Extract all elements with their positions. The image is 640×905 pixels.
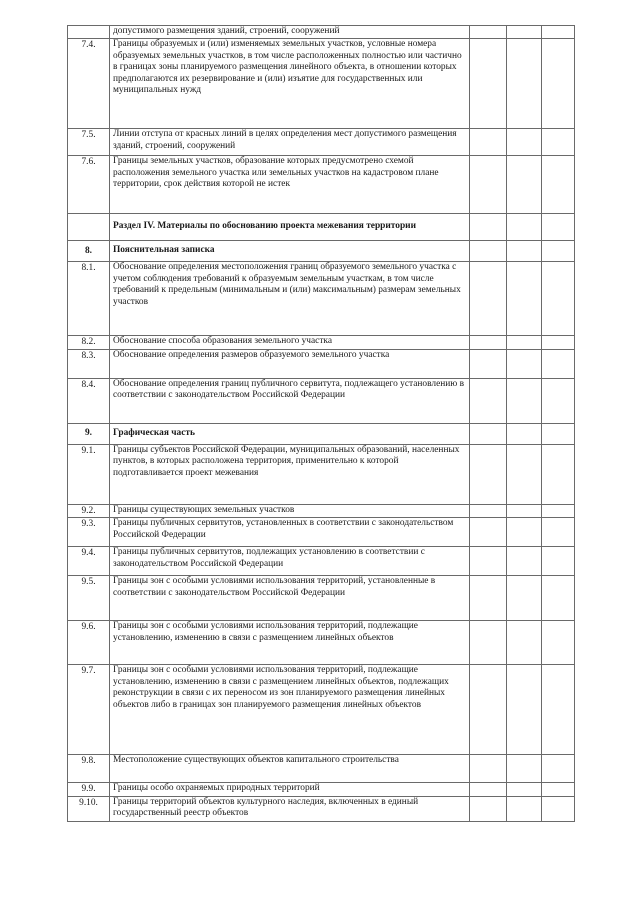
empty-cell	[507, 349, 542, 378]
empty-cell	[507, 796, 542, 821]
empty-cell	[507, 444, 542, 504]
item-text: Графическая часть	[110, 423, 470, 444]
empty-cell	[507, 26, 542, 39]
empty-cell	[507, 783, 542, 797]
item-text: Обоснование определения размеров образуемого земельного участка	[110, 349, 470, 378]
item-number	[68, 214, 110, 241]
empty-cell	[507, 423, 542, 444]
section-row	[68, 241, 575, 262]
item-text: Местоположение существующих объектов капитального строительства	[110, 755, 470, 783]
item-number: 8.	[68, 241, 110, 262]
empty-cell	[470, 349, 507, 378]
empty-cell	[542, 241, 575, 262]
requirements-table	[67, 25, 575, 822]
empty-cell	[507, 621, 542, 665]
item-text: Границы существующих земельных участков	[110, 504, 470, 518]
table-row	[68, 378, 575, 423]
item-number: 9.5.	[68, 576, 110, 621]
table-row	[68, 444, 575, 504]
empty-cell	[507, 576, 542, 621]
item-text: Границы зон с особыми условиями использования территорий, подлежащие установлению, изменению в связи с размещением линейных объектов	[110, 621, 470, 665]
item-number: 9.3.	[68, 518, 110, 547]
table-row	[68, 26, 575, 39]
empty-cell	[507, 518, 542, 547]
empty-cell	[507, 156, 542, 214]
empty-cell	[470, 262, 507, 336]
item-number: 9.	[68, 423, 110, 444]
empty-cell	[542, 39, 575, 129]
empty-cell	[470, 423, 507, 444]
table-row	[68, 156, 575, 214]
empty-cell	[542, 349, 575, 378]
item-number	[68, 26, 110, 39]
empty-cell	[542, 444, 575, 504]
empty-cell	[507, 241, 542, 262]
empty-cell	[470, 214, 507, 241]
table-row	[68, 129, 575, 156]
empty-cell	[542, 378, 575, 423]
item-number: 9.9.	[68, 783, 110, 797]
item-number: 9.8.	[68, 755, 110, 783]
empty-cell	[507, 665, 542, 755]
empty-cell	[507, 336, 542, 350]
item-text: Раздел IV. Материалы по обоснованию проекта межевания территории	[110, 214, 470, 241]
table-row	[68, 783, 575, 797]
empty-cell	[542, 129, 575, 156]
item-number: 9.6.	[68, 621, 110, 665]
empty-cell	[507, 262, 542, 336]
item-number: 8.2.	[68, 336, 110, 350]
table-row	[68, 262, 575, 336]
item-number: 9.2.	[68, 504, 110, 518]
empty-cell	[542, 796, 575, 821]
empty-cell	[542, 504, 575, 518]
empty-cell	[542, 576, 575, 621]
item-text: Границы территорий объектов культурного наследия, включенных в единый государственный реестр объектов	[110, 796, 470, 821]
item-number: 9.7.	[68, 665, 110, 755]
item-text: Обоснование определения границ публичного сервитута, подлежащего установлению в соответствии с законодательством Российской Федерации	[110, 378, 470, 423]
item-number: 7.5.	[68, 129, 110, 156]
empty-cell	[470, 621, 507, 665]
item-number: 8.4.	[68, 378, 110, 423]
item-text: Линии отступа от красных линий в целях определения мест допустимого размещения зданий, строений, сооружений	[110, 129, 470, 156]
item-text: Границы публичных сервитутов, подлежащих установлению в соответствии с законодательством Российской Федерации	[110, 547, 470, 576]
empty-cell	[542, 156, 575, 214]
table-body	[68, 26, 575, 822]
item-text: Обоснование способа образования земельного участка	[110, 336, 470, 350]
empty-cell	[470, 518, 507, 547]
item-text: Границы образуемых и (или) изменяемых земельных участков, условные номера образуемых земельных участков, в том числе расположенных полностью или частично в границах зоны планируемого размещения линейного объекта, в отношении которых предполагаются их резервирование и (или) изъятие для государственных или муниципальных нужд	[110, 39, 470, 129]
empty-cell	[470, 39, 507, 129]
item-text: Границы субъектов Российской Федерации, муниципальных образований, населенных пунктов, в которых расположена территория, применительно к которой подготавливается проект межевания	[110, 444, 470, 504]
table-row	[68, 796, 575, 821]
item-text: Границы публичных сервитутов, установленных в соответствии с законодательством Российской Федерации	[110, 518, 470, 547]
empty-cell	[470, 796, 507, 821]
empty-cell	[470, 665, 507, 755]
table-row	[68, 518, 575, 547]
item-text: Границы зон с особыми условиями использования территорий, установленные в соответствии с законодательством Российской Федерации	[110, 576, 470, 621]
table-row	[68, 576, 575, 621]
table-row	[68, 39, 575, 129]
empty-cell	[507, 755, 542, 783]
empty-cell	[470, 156, 507, 214]
item-number: 9.4.	[68, 547, 110, 576]
empty-cell	[470, 378, 507, 423]
empty-cell	[470, 504, 507, 518]
section-row	[68, 423, 575, 444]
empty-cell	[470, 129, 507, 156]
item-text: Границы земельных участков, образование которых предусмотрено схемой расположения земельного участка или земельных участков на кадастровом плане территории, срок действия которой не истек	[110, 156, 470, 214]
empty-cell	[542, 26, 575, 39]
empty-cell	[542, 783, 575, 797]
item-number: 8.1.	[68, 262, 110, 336]
table-row	[68, 349, 575, 378]
table-row	[68, 336, 575, 350]
empty-cell	[470, 755, 507, 783]
section-row	[68, 214, 575, 241]
item-number: 9.1.	[68, 444, 110, 504]
item-text: Границы особо охраняемых природных территорий	[110, 783, 470, 797]
item-text: Пояснительная записка	[110, 241, 470, 262]
table-row	[68, 547, 575, 576]
empty-cell	[470, 444, 507, 504]
item-text: допустимого размещения зданий, строений, сооружений	[110, 26, 470, 39]
item-number: 8.3.	[68, 349, 110, 378]
empty-cell	[542, 518, 575, 547]
empty-cell	[542, 547, 575, 576]
empty-cell	[507, 129, 542, 156]
empty-cell	[507, 547, 542, 576]
empty-cell	[542, 755, 575, 783]
empty-cell	[470, 547, 507, 576]
empty-cell	[470, 241, 507, 262]
empty-cell	[542, 336, 575, 350]
empty-cell	[470, 336, 507, 350]
empty-cell	[542, 262, 575, 336]
item-number: 9.10.	[68, 796, 110, 821]
empty-cell	[542, 214, 575, 241]
empty-cell	[507, 214, 542, 241]
empty-cell	[542, 423, 575, 444]
item-text: Границы зон с особыми условиями использования территорий, подлежащие установлению, изменению в связи с размещением линейных объектов, подлежащих реконструкции в связи с их переносом из зон планируемого размещения линейных объектов либо в границах зон планируемого размещения линейных объектов	[110, 665, 470, 755]
item-text: Обоснование определения местоположения границ образуемого земельного участка с учетом соблюдения требований к образуемым земельным участкам, в том числе требований к предельным (минимальным и (или) максимальным) размерам земельных участков	[110, 262, 470, 336]
empty-cell	[507, 39, 542, 129]
empty-cell	[470, 26, 507, 39]
table-row	[68, 504, 575, 518]
item-number: 7.6.	[68, 156, 110, 214]
empty-cell	[507, 504, 542, 518]
empty-cell	[470, 576, 507, 621]
table-row	[68, 621, 575, 665]
empty-cell	[542, 665, 575, 755]
table-row	[68, 665, 575, 755]
item-number: 7.4.	[68, 39, 110, 129]
empty-cell	[507, 378, 542, 423]
empty-cell	[470, 783, 507, 797]
table-row	[68, 755, 575, 783]
empty-cell	[542, 621, 575, 665]
